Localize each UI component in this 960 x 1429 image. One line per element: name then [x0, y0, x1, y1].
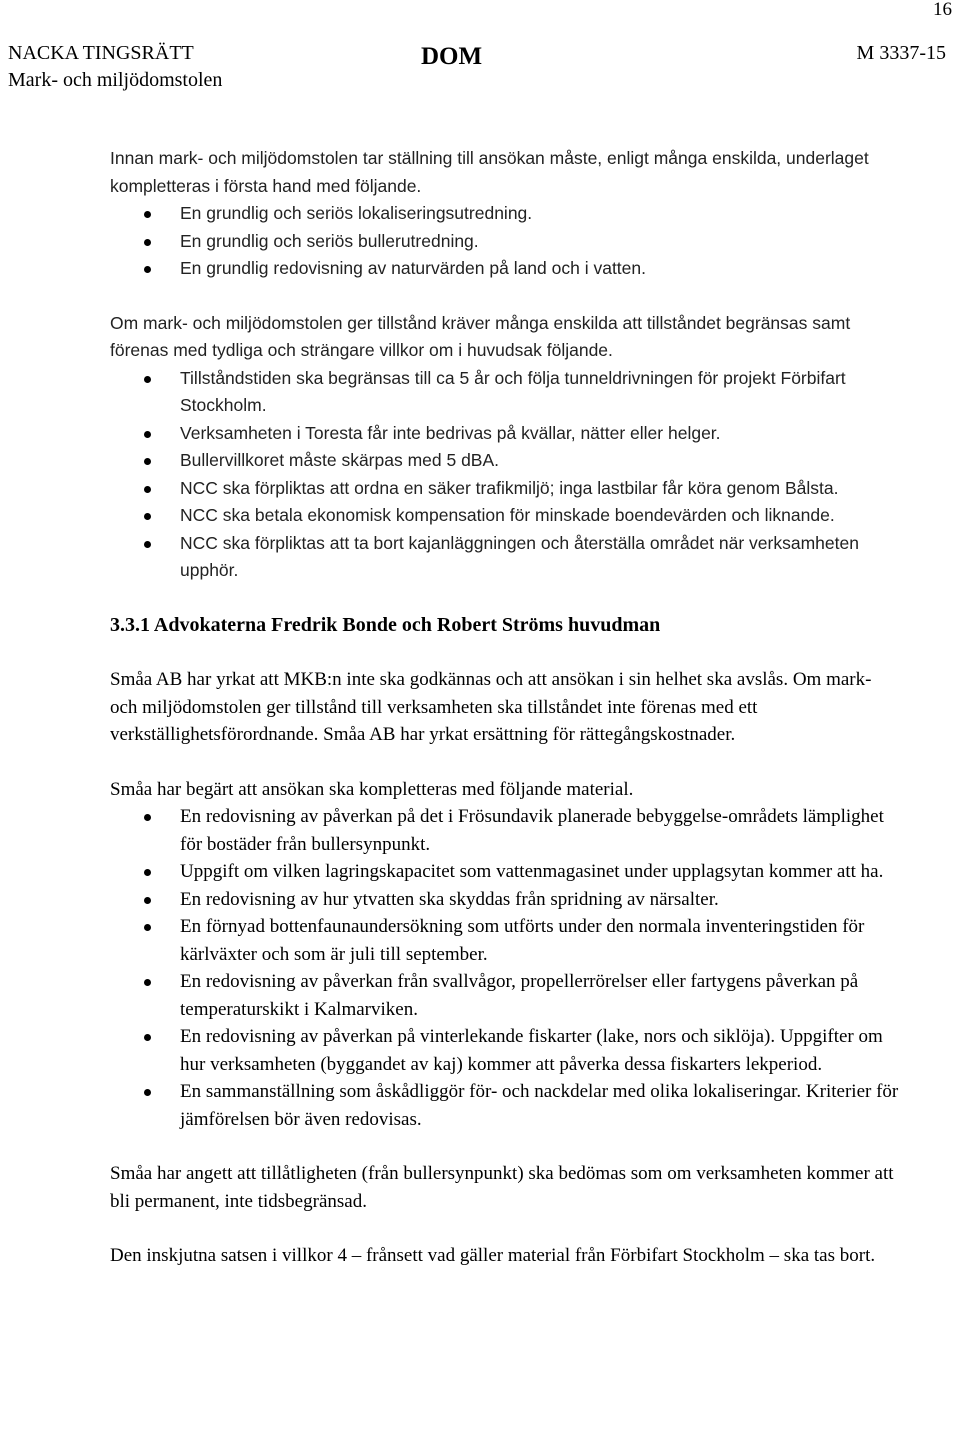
list-item: En grundlig och seriös bullerutredning.: [110, 228, 900, 256]
list-item: NCC ska betala ekonomisk kompensation för minskade boendevärden och liknande.: [110, 502, 900, 530]
list-item: Uppgift om vilken lagringskapacitet som vattenmagasinet under upplagsytan kommer att ha.: [110, 858, 900, 886]
court-name: NACKA TINGSRÄTT: [8, 42, 194, 64]
section3-intro: Småa har begärt att ansökan ska kompletteras med följande material.: [110, 778, 634, 800]
page-number: 16: [933, 0, 952, 20]
section1-list: [110, 200, 900, 283]
court-header: [8, 40, 222, 94]
section2-list: [110, 365, 900, 585]
list-item: En redovisning av hur ytvatten ska skyddas från spridning av närsalter.: [110, 886, 900, 914]
section-heading: 3.3.1 Advokaterna Fredrik Bonde och Robert Ströms huvudman: [110, 613, 661, 636]
list-item: NCC ska förpliktas att ordna en säker trafikmiljö; inga lastbilar får köra genom Bålsta.: [110, 475, 900, 503]
paragraph-admissibility: Småa har angett att tillåtligheten (från bullersynpunkt) ska bedömas som om verksamheten kommer att bli permanent, inte tidsbegränsad.: [110, 1163, 894, 1212]
section3-list: [110, 803, 900, 1133]
section1-intro: Innan mark- och miljödomstolen tar ställning till ansökan måste, enligt många enskilda, underlaget kompletteras i första hand med följande.: [110, 148, 869, 196]
list-item: En redovisning av påverkan från svallvågor, propellerrörelser eller fartygens påverkan på temperaturskikt i Kalmarviken.: [110, 968, 900, 1023]
list-item: En sammanställning som åskådliggör för- och nackdelar med olika lokaliseringar. Kriterier för jämförelsen bör även redovisas.: [110, 1078, 900, 1133]
paragraph-condition-4: Den inskjutna satsen i villkor 4 – frånsett vad gäller material från Förbifart Stockholm – ska tas bort.: [110, 1245, 876, 1266]
case-number: M 3337-15: [856, 42, 946, 64]
section2-intro: Om mark- och miljödomstolen ger tillstånd kräver många enskilda att tillståndet begränsas samt förenas med tydliga och strängare villkor om i huvudsak följande.: [110, 312, 851, 360]
list-item: Tillståndstiden ska begränsas till ca 5 år och följa tunneldrivningen för projekt Förbifart Stockholm.: [110, 365, 900, 420]
section-permit-conditions: [110, 310, 900, 585]
list-item: Bullervillkoret måste skärpas med 5 dBA.: [110, 447, 900, 475]
court-division: Mark- och miljödomstolen: [8, 69, 223, 91]
list-item: Verksamheten i Toresta får inte bedrivas på kvällar, nätter eller helger.: [110, 420, 900, 448]
list-item: En redovisning av påverkan på vinterlekande fiskarter (lake, nors och siklöja). Uppgifter om hur verksamheten (byggandet av kaj) kommer att påverka dessa fiskarters lekperiod.: [110, 1023, 900, 1078]
list-item: En grundlig redovisning av naturvärden på land och i vatten.: [110, 255, 900, 283]
list-item: En redovisning av påverkan på det i Frösundavik planerade bebyggelse-områdets lämplighet för bostäder från bullersynpunkt.: [110, 803, 900, 858]
section-required-supplements: [110, 145, 900, 283]
paragraph-claims: Småa AB har yrkat att MKB:n inte ska godkännas och att ansökan i sin helhet ska avslås. Om mark- och miljödomstolen ger tillstånd till verksamheten ska tillståndet inte förenas med ett verkställighetsförordnande. Småa AB har yrkat ersättning för rättegångskostnader.: [110, 669, 872, 745]
document-body: [110, 145, 900, 1270]
list-item: En grundlig och seriös lokaliseringsutredning.: [110, 200, 900, 228]
list-item: En förnyad bottenfaunaundersökning som utförts under den normala inventeringstiden för kärlväxter och som är juli till september.: [110, 913, 900, 968]
list-item: NCC ska förpliktas att ta bort kajanläggningen och återställa området när verksamheten upphör.: [110, 530, 900, 585]
document-type: DOM: [421, 43, 483, 70]
